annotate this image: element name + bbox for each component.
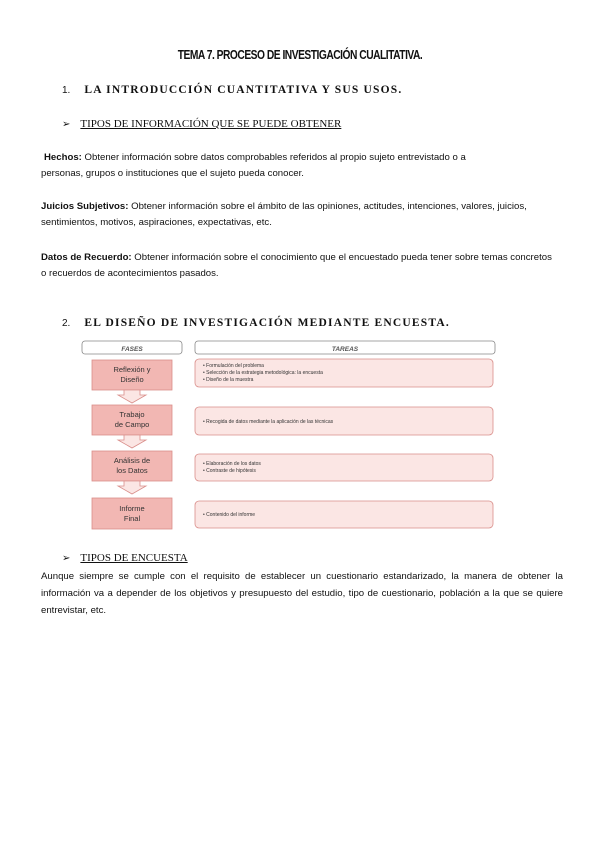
text-recuerdo: Obtener información sobre el conocimiento que el encuestado pueda tener sobre temas concretos o recuerdos de acontecimientos pasados. [41, 252, 552, 279]
task-analisis-2: • Contraste de hipótesis [203, 468, 256, 474]
section-2-heading [62, 317, 450, 329]
tareas-header-text: TAREAS [331, 346, 359, 353]
phase-informe-line1: Informe [119, 504, 145, 513]
label-juicios: Juicios Subjetivos: [41, 201, 129, 212]
down-arrow-icon [118, 435, 146, 448]
task-reflexion-3: • Diseño de la muestra [203, 377, 254, 383]
arrow-bullet-icon: ➢ [62, 553, 71, 564]
paragraph-recuerdo [41, 250, 553, 282]
survey-design-diagram [80, 339, 500, 534]
subheading-survey-types [62, 552, 188, 564]
paragraph-survey-types: Aunque siempre se cumple con el requisito de establecer un cuestionario estandarizado, la manera de obtener la información va a depender de los objetivos y presupuesto del estudio, tipo de cuestionario, población a la que se quiere entrevistar, etc. [41, 571, 563, 616]
page-title: TEMA 7. PROCESO DE INVESTIGACIÓN CUALITATIVA. [177, 48, 423, 62]
subheading-info-types [62, 118, 341, 130]
section-2-number: 2. [62, 318, 71, 329]
section-1-number: 1. [62, 85, 71, 96]
task-reflexion-2: • Selección de la estrategia metodológica: la encuesta [203, 370, 323, 376]
paragraph-juicios [41, 199, 531, 231]
task-analisis-1: • Elaboración de los datos [203, 461, 261, 467]
text-hechos: Obtener información sobre datos comprobables referidos al propio sujeto entrevistado o a personas, grupos o instituciones que el sujeto pueda conocer. [41, 152, 466, 179]
task-informe-1: • Contenido del informe [203, 512, 256, 518]
arrow-bullet-icon: ➢ [62, 119, 71, 130]
text-juicios: Obtener información sobre el ámbito de las opiniones, actitudes, intenciones, valores, juicios, sentimientos, motivos, aspiraciones, expectativas, etc. [41, 201, 527, 228]
phase-analisis-line2: los Datos [116, 466, 148, 475]
task-trabajo-1: • Recogida de datos mediante la aplicación de las técnicas [203, 419, 334, 425]
phase-reflexion-line2: Diseño [120, 375, 144, 384]
down-arrow-icon [118, 481, 146, 494]
phase-trabajo-line2: de Campo [114, 420, 150, 429]
section-1-heading [62, 84, 402, 96]
phase-trabajo-line1: Trabajo [119, 410, 145, 419]
fases-header-text: FASES [121, 346, 143, 353]
paragraph-hechos [41, 150, 481, 182]
task-reflexion-1: • Formulación del problema [203, 363, 264, 369]
down-arrow-icon [118, 390, 146, 403]
phase-reflexion-line1: Reflexión y [113, 365, 151, 374]
section-2-title: EL DISEÑO DE INVESTIGACIÓN MEDIANTE ENCUESTA. [84, 317, 450, 329]
subheading-info-types-text: TIPOS DE INFORMACIÓN QUE SE PUEDE OBTENER [80, 118, 342, 130]
label-recuerdo: Datos de Recuerdo: [41, 252, 132, 263]
phase-informe-line2: Final [123, 514, 141, 523]
phase-analisis-line1: Análisis de [113, 456, 151, 465]
label-hechos: Hechos: [44, 152, 82, 163]
section-1-title: LA INTRODUCCIÓN CUANTITATIVA Y SUS USOS. [84, 84, 403, 96]
subheading-survey-types-text: TIPOS DE ENCUESTA [80, 552, 188, 564]
